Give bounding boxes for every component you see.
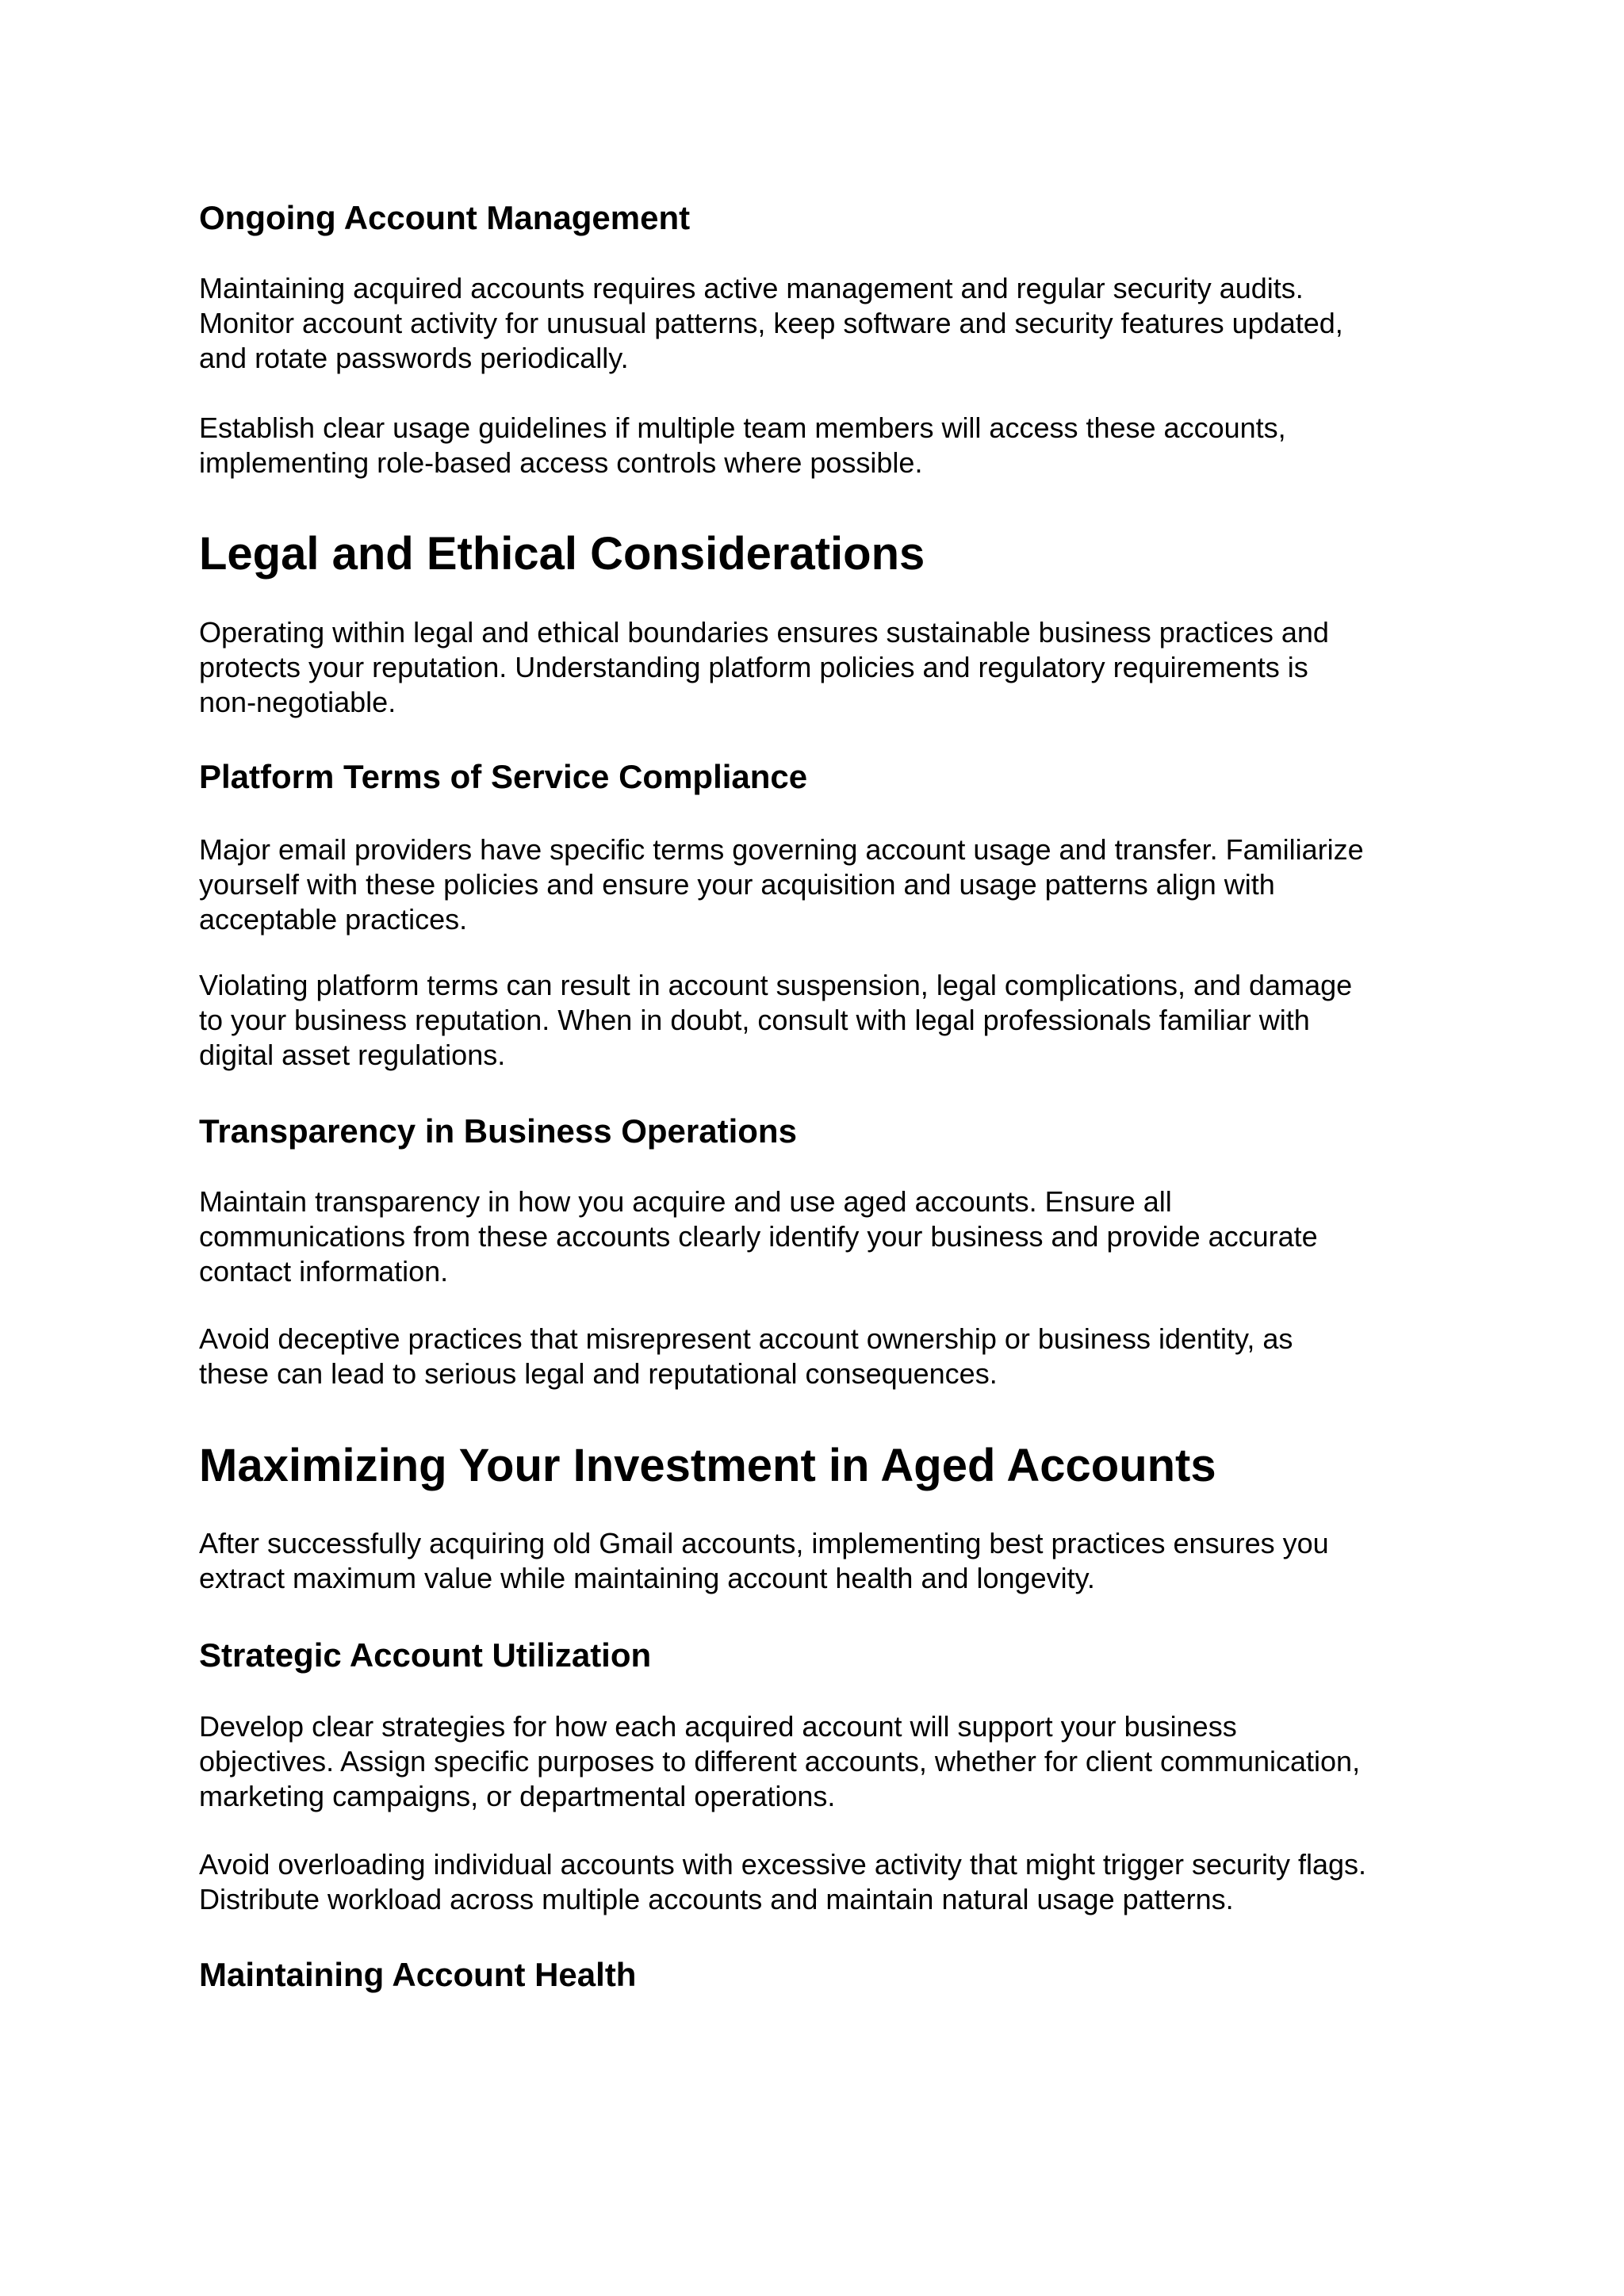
heading-transparency-business-operations: Transparency in Business Operations	[199, 1112, 797, 1150]
heading-strategic-account-utilization: Strategic Account Utilization	[199, 1636, 652, 1674]
paragraph-legal-ethical: Operating within legal and ethical boundaries ensures sustainable business practices and protects your reputation. Understanding platform policies and regulatory requirements is non-negotiable.	[199, 616, 1329, 718]
paragraph-transparency-2: Avoid deceptive practices that misrepresent account ownership or business identity, as these can lead to serious legal and reputational consequences.	[199, 1322, 1293, 1390]
heading-maximizing-investment: Maximizing Your Investment in Aged Accounts	[199, 1440, 1216, 1491]
paragraph-strategic-utilization-1: Develop clear strategies for how each acquired account will support your business objectives. Assign specific purposes to different accounts, whether for client communication, marketing campaigns, or departmental operations.	[199, 1710, 1361, 1812]
heading-legal-ethical-considerations: Legal and Ethical Considerations	[199, 528, 925, 580]
paragraph-platform-terms-1: Major email providers have specific terms governing account usage and transfer. Familiarize yourself with these policies and ensure your acquisition and usage patterns align with acceptable practices.	[199, 833, 1364, 936]
paragraph-platform-terms-2: Violating platform terms can result in account suspension, legal complications, and damage to your business reputation. When in doubt, consult with legal professionals familiar with digital asset regulations.	[199, 969, 1353, 1071]
paragraph-maximizing-investment: After successfully acquiring old Gmail accounts, implementing best practices ensures you extract maximum value while maintaining account health and longevity.	[199, 1527, 1329, 1594]
paragraph-transparency-1: Maintain transparency in how you acquire and use aged accounts. Ensure all communications from these accounts clearly identify your business and provide accurate contact information.	[199, 1185, 1318, 1288]
heading-maintaining-account-health: Maintaining Account Health	[199, 1956, 637, 1993]
heading-ongoing-account-management: Ongoing Account Management	[199, 199, 691, 236]
paragraph-ongoing-management-1: Maintaining acquired accounts requires active management and regular security audits. Monitor account activity for unusual patterns, keep software and security features updated, and rotate passwords periodically.	[199, 272, 1343, 374]
paragraph-ongoing-management-2: Establish clear usage guidelines if multiple team members will access these accounts, implementing role-based access controls where possible.	[199, 411, 1286, 479]
paragraph-strategic-utilization-2: Avoid overloading individual accounts with excessive activity that might trigger security flags. Distribute workload across multiple accounts and maintain natural usage patterns.	[199, 1848, 1367, 1915]
heading-platform-terms-compliance: Platform Terms of Service Compliance	[199, 758, 808, 795]
